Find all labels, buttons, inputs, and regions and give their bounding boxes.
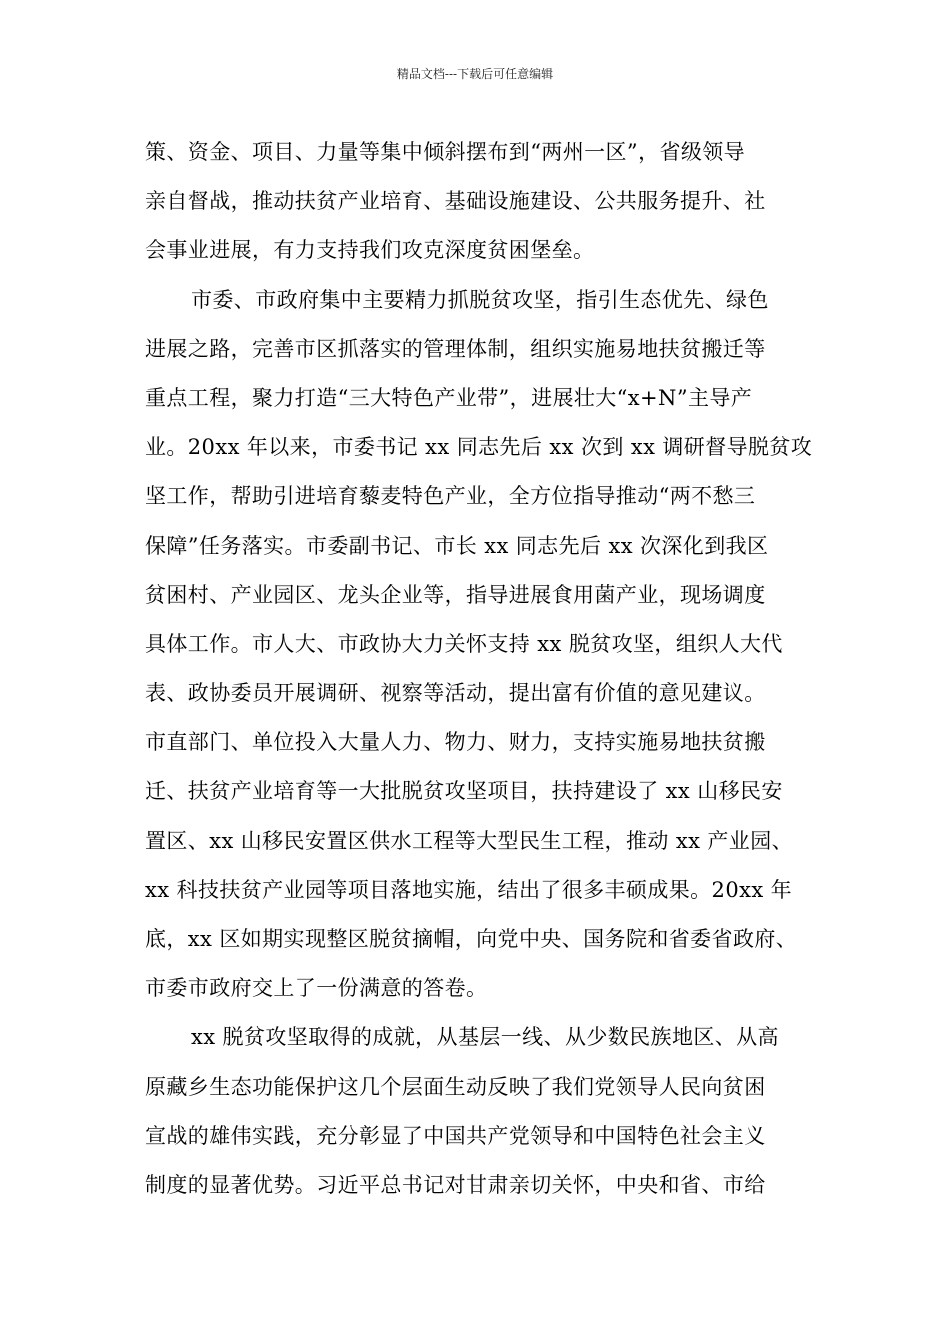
- text-line: 原藏乡生态功能保护这几个层面生动反映了我们党领导人民向贫困: [145, 1074, 766, 1099]
- page-header: 精品文档---下载后可任意编辑: [396, 67, 554, 81]
- text-line: 贫困村、产业园区、龙头企业等，指导进展食用菌产业，现场调度: [145, 582, 766, 607]
- text-line: xx 脱贫攻坚取得的成就，从基层一线、从少数民族地区、从高: [191, 1025, 779, 1050]
- text-line: 坚工作，帮助引进培育藜麦特色产业，全方位指导推动“两不愁三: [145, 484, 756, 509]
- text-line: xx 科技扶贫产业园等项目落地实施，结出了很多丰硕成果。20xx 年: [145, 877, 793, 902]
- paragraph-3: [145, 1013, 825, 1210]
- paragraph-2: [145, 276, 825, 1014]
- text-line: 市委、市政府集中主要精力抓脱贫攻坚，指引生态优先、绿色: [191, 287, 769, 312]
- text-line: 具体工作。市人大、市政协大力关怀支持 xx 脱贫攻坚，组织人大代: [145, 631, 783, 656]
- text-line: 迁、扶贫产业培育等一大批脱贫攻坚项目，扶持建设了 xx 山移民安: [145, 779, 783, 804]
- text-line: 表、政协委员开展调研、视察等活动，提出富有价值的意见建议。: [145, 681, 766, 706]
- text-line: 宣战的雄伟实践，充分彰显了中国共产党领导和中国特色社会主义: [145, 1123, 766, 1148]
- text-line: 重点工程，聚力打造“三大特色产业带”，进展壮大“x+N”主导产: [145, 385, 753, 410]
- text-line: 制度的显著优势。习近平总书记对甘肃亲切关怀，中央和省、市给: [145, 1172, 766, 1197]
- text-line: 业。20xx 年以来，市委书记 xx 同志先后 xx 次到 xx 调研督导脱贫攻: [145, 435, 813, 460]
- text-line: 市直部门、单位投入大量人力、物力、财力，支持实施易地扶贫搬: [145, 730, 766, 755]
- document-body: [145, 128, 825, 1210]
- text-line: 会事业进展，有力支持我们攻克深度贫困堡垒。: [145, 238, 595, 263]
- text-line: 保障”任务落实。市委副书记、市长 xx 同志先后 xx 次深化到我区: [145, 533, 769, 558]
- text-line: 策、资金、项目、力量等集中倾斜摆布到“两州一区”，省级领导: [145, 140, 746, 164]
- text-line: 进展之路，完善市区抓落实的管理体制，组织实施易地扶贫搬迁等: [145, 336, 766, 361]
- text-line: 底，xx 区如期实现整区脱贫摘帽，向党中央、国务院和省委省政府、: [145, 927, 798, 951]
- text-line: 亲自督战，推动扶贫产业培育、基础设施建设、公共服务提升、社: [145, 189, 766, 214]
- text-line: 市委市政府交上了一份满意的答卷。: [145, 976, 488, 1001]
- text-line: 置区、xx 山移民安置区供水工程等大型民生工程，推动 xx 产业园、: [145, 828, 793, 853]
- paragraph-1: [145, 128, 825, 276]
